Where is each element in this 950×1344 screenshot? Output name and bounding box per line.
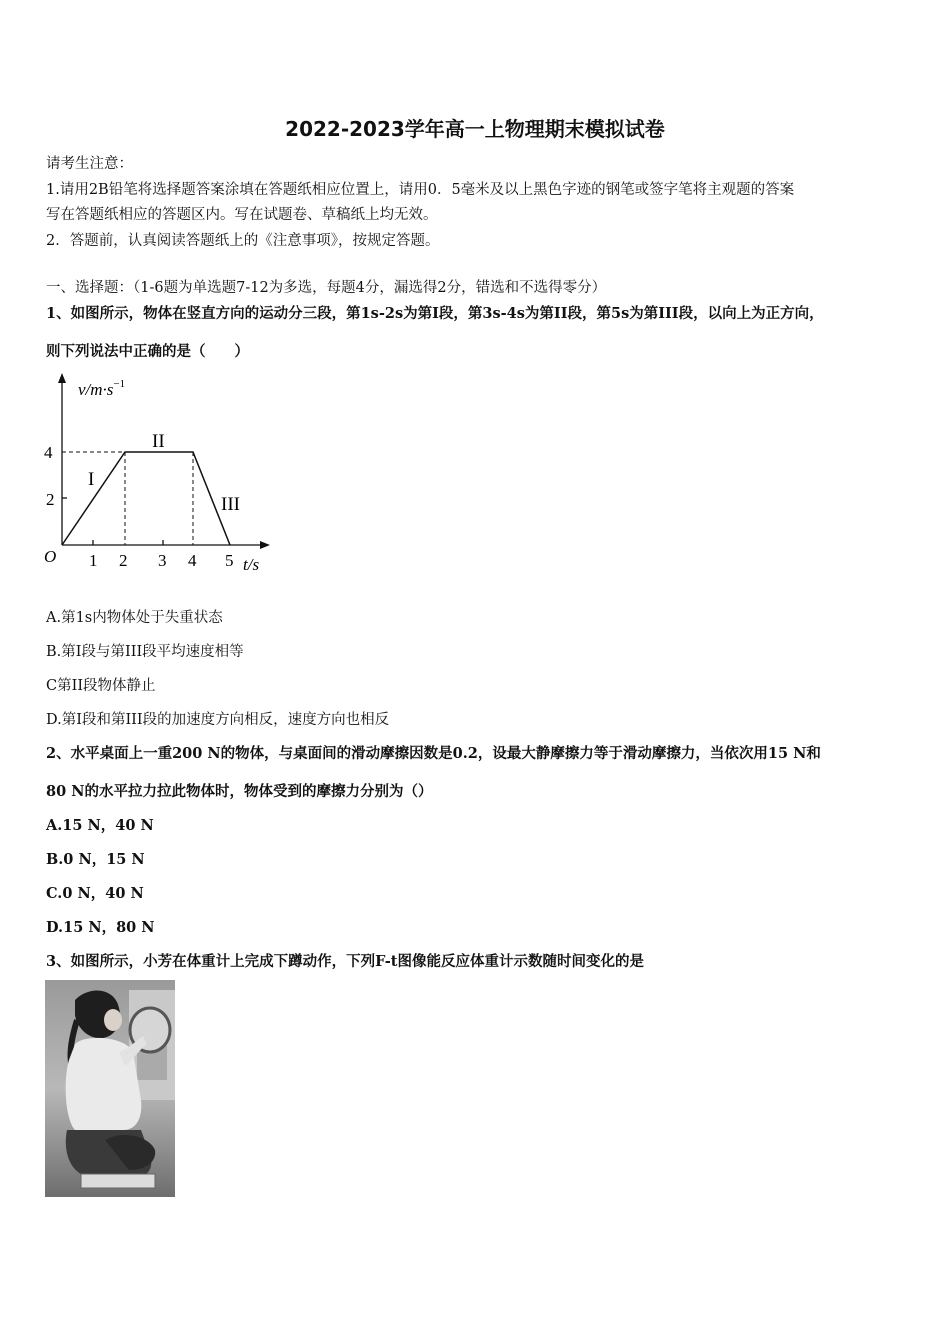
x-tick-label: 5 (225, 551, 234, 570)
page-title: 2022-2023学年高一上物理期末模拟试卷 (285, 117, 665, 141)
x-tick-label: 2 (119, 551, 128, 570)
x-axis-arrow (260, 541, 270, 549)
x-tick-label: 3 (158, 551, 167, 570)
question-1-option-d: D.第I段和第III段的加速度方向相反，速度方向也相反 (46, 712, 390, 728)
segment-label-iii: III (221, 494, 240, 515)
x-tick-label: 4 (188, 551, 197, 570)
y-tick-label: 4 (44, 443, 53, 462)
question-1-option-c: C第II段物体静止 (46, 678, 156, 694)
velocity-time-graph (38, 365, 278, 580)
question-2-stem-line-2: 80 N的水平拉力拉此物体时，物体受到的摩擦力分别为（） (46, 783, 433, 800)
y-axis-label: $v/m\cdot s^{-1}$ (78, 378, 126, 399)
question-1-option-b: B.第I段与第III段平均速度相等 (46, 644, 244, 660)
question-1-option-a: A.第1s内物体处于失重状态 (46, 610, 223, 626)
x-tick-label: 1 (89, 551, 98, 570)
x-axis-label: t/s (243, 555, 260, 574)
question-2-option-d: D.15 N，80 N (46, 919, 155, 936)
segment-label-i: I (88, 469, 95, 490)
question-2-option-a: A.15 N，40 N (46, 817, 154, 834)
origin-label: O (44, 547, 57, 566)
notice-item-1-line-1: 1.请用2B铅笔将选择题答案涂填在答题纸相应位置上，请用0．5毫米及以上黑色字迹的钢笔或签字笔将主观题的答案 (46, 182, 795, 198)
y-tick-label: 2 (46, 490, 55, 509)
segment-label-ii: II (152, 431, 165, 452)
question-3-stem: 3、如图所示，小芳在体重计上完成下蹲动作，下列F-t图像能反应体重计示数随时间变化的是 (46, 953, 644, 970)
notice-item-2: 2．答题前，认真阅读答题纸上的《注意事项》，按规定答题。 (46, 233, 440, 249)
y-axis-arrow (58, 373, 66, 383)
question-2-option-c: C.0 N，40 N (46, 885, 144, 902)
question-1-stem-line-2: 则下列说法中正确的是（ ） (46, 343, 249, 360)
notice-heading: 请考生注意： (46, 156, 133, 172)
notice-item-1-line-2: 写在答题纸相应的答题区内。写在试题卷、草稿纸上均无效。 (46, 207, 438, 223)
velocity-line (62, 452, 230, 545)
question-2-option-b: B.0 N，15 N (46, 851, 145, 868)
question-1-stem-line-1: 1、如图所示，物体在竖直方向的运动分三段，第1s-2s为第I段，第3s-4s为第II段，第5s为第III段，以向上为正方向， (46, 305, 824, 322)
question-2-stem-line-1: 2、水平桌面上一重200 N的物体，与桌面间的滑动摩擦因数是0.2，设最大静摩擦力等于滑动摩擦力，当依次用15 N和 (46, 745, 821, 762)
section-1-heading: 一、选择题：（1-6题为单选题7-12为多选，每题4分，漏选得2分，错选和不选得零分） (46, 280, 607, 296)
girl-squatting-on-scale-photo (45, 980, 175, 1197)
